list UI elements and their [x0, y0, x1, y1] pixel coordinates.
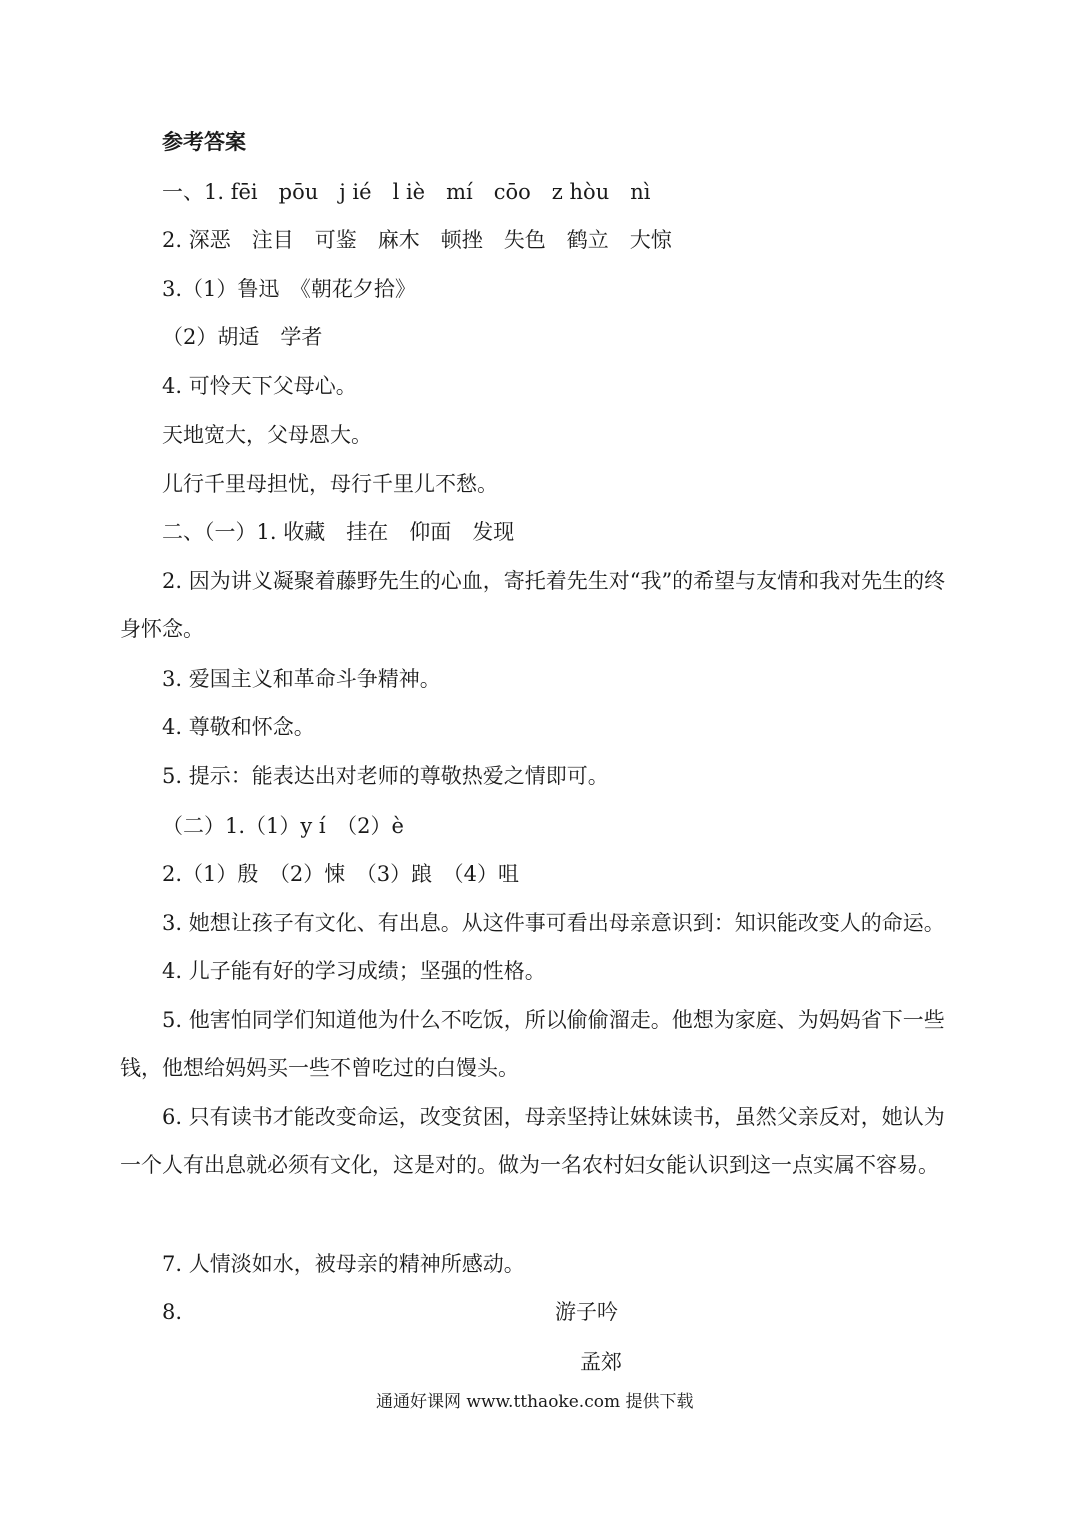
answer-1-2: 2. 深恶 注目 可鉴 麻木 顿挫 失色 鹤立 大惊	[162, 228, 672, 252]
answer-2-1-4: 4. 尊敬和怀念。	[162, 715, 315, 739]
answer-1-3b: （2）胡适 学者	[162, 325, 323, 349]
answer-2-1-1: 二、（一）1. 收藏 挂在 仰面 发现	[162, 520, 515, 544]
answer-2-2-2: 2.（1）殷 （2）悚 （3）踉 （4）咀	[162, 862, 519, 886]
answer-2-2-7: 7. 人情淡如水，被母亲的精神所感动。	[162, 1252, 525, 1276]
answer-1-4c: 儿行千里母担忧，母行千里儿不愁。	[162, 472, 498, 496]
answer-2-1-5: 5. 提示：能表达出对老师的尊敬热爱之情即可。	[162, 764, 609, 788]
poem-author: 孟郊	[580, 1350, 622, 1374]
answer-1-4b: 天地宽大，父母恩大。	[162, 423, 372, 447]
answer-2-1-2: 2. 因为讲义凝聚着藤野先生的心血，寄托着先生对“我”的希望与友情和我对先生的终身怀念。	[120, 569, 946, 641]
answer-2-2-8-number: 8.	[162, 1300, 183, 1324]
poem-title: 游子吟	[555, 1300, 618, 1324]
answer-2-2-5: 5. 他害怕同学们知道他为什么不吃饭，所以偷偷溜走。他想为家庭、为妈妈省下一些钱，他想给妈妈买一些不曾吃过的白馒头。	[120, 1008, 945, 1080]
page-footer: 通通好课网 www.tthaoke.com 提供下载	[376, 1392, 694, 1412]
answer-2-2-1: （二）1.（1）y í （2）è	[162, 814, 404, 838]
answer-1-1: 一、1. fēi pōu j ié l iè mí cōo z hòu nì	[162, 180, 651, 204]
answer-2-2-6: 6. 只有读书才能改变命运，改变贫困，母亲坚持让妹妹读书，虽然父亲反对，她认为一个人有出息就必须有文化，这是对的。做为一名农村妇女能认识到这一点实属不容易。	[120, 1105, 945, 1177]
answer-2-1-3: 3. 爱国主义和革命斗争精神。	[162, 667, 441, 691]
answer-1-4a: 4. 可怜天下父母心。	[162, 374, 357, 398]
answer-1-3a: 3.（1）鲁迅 《朝花夕拾》	[162, 277, 416, 301]
answer-2-2-3: 3. 她想让孩子有文化、有出息。从这件事可看出母亲意识到：知识能改变人的命运。	[162, 911, 945, 935]
answer-2-2-4: 4. 儿子能有好的学习成绩；坚强的性格。	[162, 959, 546, 983]
page-title: 参考答案	[162, 130, 246, 154]
